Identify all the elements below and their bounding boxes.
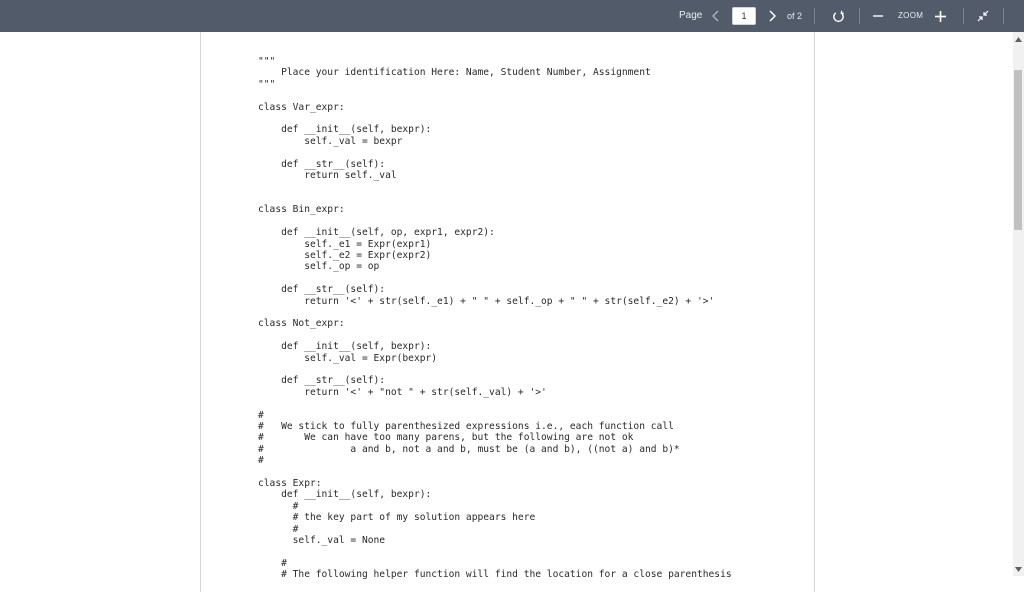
code-line [258, 307, 732, 318]
code-line: # [258, 409, 264, 421]
toolbar-divider [814, 8, 815, 24]
code-line [258, 181, 732, 192]
code-line: self._val = None [258, 535, 386, 547]
pdf-page [200, 32, 815, 592]
code-listing [258, 56, 732, 581]
code-line: return '<' + "not " + str(self._val) + '>' [258, 386, 547, 398]
plus-icon [935, 11, 946, 22]
toolbar-divider [963, 8, 964, 24]
code-line: def __init__(self, bexpr): [258, 124, 432, 136]
code-line: self._e2 = Expr(expr2) [258, 249, 432, 261]
page-label: Page [679, 10, 703, 21]
code-line: # [258, 523, 299, 535]
next-page-button[interactable] [762, 6, 782, 26]
scroll-up-button[interactable] [1013, 34, 1024, 44]
code-line: # We can have too many parens, but the following are not ok [258, 432, 634, 444]
code-line [258, 216, 732, 227]
code-line: # a and b, not a and b, must be (a and b), ((not a) and b)* [258, 443, 680, 455]
page-number-input[interactable] [732, 7, 756, 25]
chevron-left-icon [712, 10, 720, 22]
code-line: class Not_expr: [258, 318, 345, 330]
collapse-icon [977, 10, 989, 22]
page-count-label: of 2 [787, 11, 803, 21]
code-line: def __init__(self, op, expr1, expr2): [258, 227, 495, 239]
rotate-icon [832, 10, 845, 23]
code-line: self._op = op [258, 261, 380, 273]
scrollbar-thumb[interactable] [1014, 70, 1022, 230]
toolbar-divider [1003, 8, 1004, 24]
scroll-down-button[interactable] [1013, 564, 1024, 574]
code-line: # The following helper function will find the location for a close parenthesis [258, 569, 732, 581]
code-line: self._val = Expr(bexpr) [258, 352, 438, 364]
code-line: def __init__(self, bexpr): [258, 341, 432, 353]
collapse-button[interactable] [973, 6, 993, 26]
code-line [258, 364, 732, 375]
code-line [258, 147, 732, 158]
previous-page-button[interactable] [706, 6, 726, 26]
code-line: return '<' + str(self._e1) + " " + self._op + " " + str(self._e2) + '>' [258, 295, 715, 307]
code-line: class Bin_expr: [258, 204, 345, 216]
document-viewer[interactable] [0, 32, 1024, 581]
code-line: def __str__(self): [258, 284, 386, 296]
code-line: def __init__(self, bexpr): [258, 489, 432, 501]
code-line [258, 113, 732, 124]
zoom-label: ZOOM [898, 11, 924, 20]
code-line: def __str__(self): [258, 158, 386, 170]
code-line [258, 398, 732, 409]
zoom-in-button[interactable] [930, 6, 950, 26]
code-line: # [258, 557, 287, 569]
code-line [258, 193, 732, 204]
pdf-toolbar [0, 0, 1024, 32]
code-line [258, 546, 732, 557]
code-line: def __str__(self): [258, 375, 386, 387]
code-line: # [258, 500, 299, 512]
code-line: # the key part of my solution appears here [258, 512, 536, 524]
code-line: self._val = bexpr [258, 135, 403, 147]
code-line: """ [258, 56, 276, 67]
toolbar-divider [859, 8, 860, 24]
chevron-right-icon [768, 10, 776, 22]
code-line: self._e1 = Expr(expr1) [258, 238, 432, 250]
code-line [258, 90, 732, 101]
code-line: Place your identification Here: Name, Student Number, Assignment [258, 67, 651, 79]
zoom-out-button[interactable] [868, 6, 888, 26]
code-line [258, 273, 732, 284]
minus-icon [873, 11, 883, 21]
code-line: class Var_expr: [258, 101, 345, 113]
scroll-up-arrow-icon [1015, 37, 1022, 42]
code-line [258, 330, 732, 341]
code-line [258, 467, 732, 478]
code-line: class Expr: [258, 478, 322, 490]
scroll-down-arrow-icon [1015, 567, 1022, 572]
rotate-button[interactable] [828, 6, 848, 26]
code-line: # [258, 455, 264, 467]
code-line: # We stick to fully parenthesized expressions i.e., each function call [258, 421, 674, 432]
code-line: return self._val [258, 170, 397, 182]
code-line: """ [258, 78, 276, 90]
